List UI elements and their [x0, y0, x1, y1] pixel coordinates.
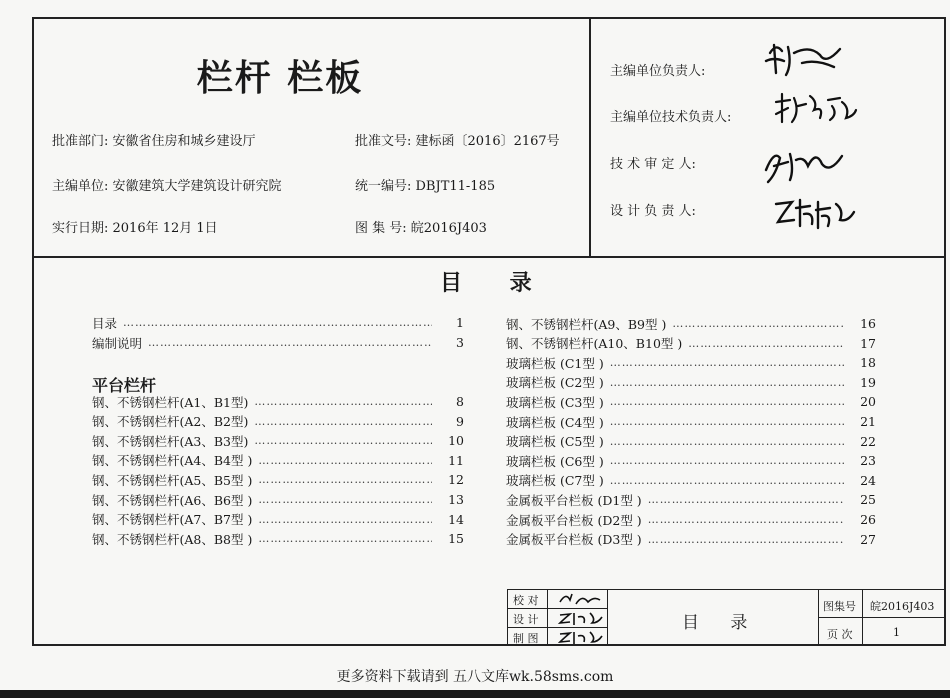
toc-leader-dots — [672, 317, 844, 330]
toc-entry — [506, 314, 876, 333]
toc-leader-dots — [148, 336, 432, 349]
toc-entry — [506, 510, 876, 529]
page-no-label: 页 次 — [827, 628, 853, 641]
toc-entry-label: 钢、不锈钢栏杆(A6、B6型 ) — [92, 492, 253, 508]
toc-entry-label: 钢、不锈钢栏杆(A10、B10型 ) — [506, 336, 683, 352]
signature-column-divider — [589, 17, 591, 257]
toc-leader-dots — [258, 493, 432, 506]
toc-leader-dots — [610, 435, 844, 448]
check-label: 校 对 — [513, 594, 539, 607]
toc-entry-page: 21 — [860, 414, 876, 429]
toc-entry-label: 钢、不锈钢栏杆(A7、B7型 ) — [92, 512, 253, 528]
toc-leader-dots — [610, 474, 844, 487]
toc-entry-label: 金属板平台栏板 (D3型 ) — [506, 532, 642, 548]
toc-entry-label: 玻璃栏板 (C5型 ) — [506, 434, 604, 450]
toc-entry-page: 26 — [860, 512, 876, 527]
toc-entry — [506, 432, 876, 451]
section-title-platform-railing: 平台栏杆 — [92, 376, 157, 395]
toc-entry-page: 13 — [448, 492, 464, 507]
draw-label: 制 图 — [513, 632, 539, 645]
toc-entry-label: 钢、不锈钢栏杆(A3、B3型) — [92, 433, 249, 449]
designer-label: 设 计 负 责 人: — [610, 204, 696, 219]
atlas-no-label: 图集号 — [823, 600, 856, 613]
design-label: 设 计 — [513, 613, 539, 626]
toc-entry-page: 25 — [860, 492, 876, 508]
toc-leader-dots — [648, 493, 844, 506]
reviewer-label: 技 术 审 定 人: — [610, 157, 696, 172]
toc-leader-dots — [254, 434, 432, 447]
effective-date: 实行日期: 2016年 12月 1日 — [52, 221, 218, 236]
titleblock-info-col — [818, 589, 819, 646]
toc-entry-label: 钢、不锈钢栏杆(A5、B5型 ) — [92, 472, 253, 488]
signature-check — [556, 590, 604, 608]
toc-leader-dots — [258, 513, 432, 526]
toc-entry-label: 玻璃栏板 (C2型 ) — [506, 375, 604, 391]
toc-entry — [92, 412, 464, 431]
bottom-edge-bar — [0, 690, 950, 698]
toc-entry-page: 17 — [860, 335, 876, 351]
chief-tech-label: 主编单位技术负责人: — [610, 110, 732, 125]
toc-entry — [506, 490, 876, 509]
toc-entry-page: 8 — [456, 394, 464, 409]
footer-watermark-text: 更多资料下载请到 五八文库wk.58sms.com — [336, 669, 614, 685]
toc-leader-dots — [258, 473, 432, 486]
toc-leader-dots — [610, 376, 844, 389]
atlas-no-value: 皖2016J403 — [870, 600, 935, 613]
toc-entry — [506, 353, 876, 372]
toc-entry — [506, 471, 876, 490]
editor-unit: 主编单位: 安徽建筑大学建筑设计研究院 — [52, 179, 282, 194]
toc-entry-label: 玻璃栏板 (C7型 ) — [506, 473, 604, 489]
toc-entry — [92, 392, 464, 411]
toc-entry — [506, 412, 876, 431]
toc-entry-page: 14 — [448, 511, 464, 527]
toc-leader-dots — [648, 533, 844, 546]
signature-designer — [770, 192, 860, 234]
toc-entry — [92, 470, 464, 489]
toc-entry-page: 22 — [860, 433, 876, 449]
toc-entry-label: 玻璃栏板 (C1型 ) — [506, 355, 604, 371]
approval-department: 批准部门: 安徽省住房和城乡建设厅 — [52, 134, 256, 149]
titleblock-right-mid-line — [818, 617, 946, 618]
toc-entry — [506, 530, 876, 549]
signature-design — [556, 609, 604, 627]
toc-leader-dots — [254, 415, 432, 428]
atlas-title: 栏杆 栏板 — [196, 58, 364, 99]
titleblock-left-edge — [507, 589, 508, 646]
signature-chief-tech — [770, 88, 860, 128]
toc-entry — [92, 313, 464, 332]
sheet-title: 目 录 — [682, 613, 748, 633]
toc-entry-page: 15 — [448, 531, 464, 547]
toc-entry-page: 1 — [456, 315, 464, 330]
toc-leader-dots — [648, 513, 844, 526]
toc-entry-page: 10 — [448, 433, 464, 449]
toc-entry-page: 24 — [860, 472, 876, 488]
toc-entry-label: 钢、不锈钢栏杆(A2、B2型) — [92, 414, 249, 430]
header-divider — [32, 256, 946, 258]
toc-entry-page: 9 — [456, 413, 464, 429]
toc-entry — [92, 529, 464, 548]
toc-entry-page: 18 — [860, 355, 876, 371]
toc-entry-page: 11 — [448, 452, 464, 468]
toc-entry — [506, 451, 876, 470]
toc-entry — [92, 490, 464, 509]
toc-entry — [92, 431, 464, 450]
toc-entry-label: 钢、不锈钢栏杆(A8、B8型 ) — [92, 531, 253, 547]
toc-entry-page: 12 — [448, 472, 464, 488]
toc-leader-dots — [610, 415, 844, 428]
atlas-number: 图 集 号: 皖2016J403 — [355, 221, 487, 236]
toc-leader-dots — [610, 356, 844, 369]
unified-number: 统一编号: DBJT11-185 — [355, 179, 496, 194]
titleblock-label-col — [547, 589, 548, 646]
titleblock-value-col — [862, 589, 863, 646]
signature-reviewer — [760, 140, 850, 188]
toc-entry — [92, 451, 464, 470]
toc-entry-label: 金属板平台栏板 (D2型 ) — [506, 512, 642, 528]
toc-entry-label: 玻璃栏板 (C4型 ) — [506, 414, 604, 430]
toc-leader-dots — [254, 395, 432, 408]
toc-entry-label: 编制说明 — [92, 335, 143, 351]
toc-entry-page: 23 — [860, 453, 876, 469]
toc-entry-label: 钢、不锈钢栏杆(A1、B1型) — [92, 394, 249, 410]
toc-entry-label: 钢、不锈钢栏杆(A4、B4型 ) — [92, 453, 253, 469]
toc-title: 目 录 — [440, 271, 532, 296]
toc-entry-label: 玻璃栏板 (C3型 ) — [506, 394, 604, 410]
toc-leader-dots — [610, 454, 844, 467]
titleblock-sign-col — [607, 589, 608, 646]
toc-entry — [506, 373, 876, 392]
approval-number: 批准文号: 建标函〔2016〕2167号 — [355, 134, 560, 149]
page-no-value: 1 — [893, 626, 900, 639]
toc-leader-dots — [610, 395, 844, 408]
toc-leader-dots — [688, 337, 844, 350]
toc-entry-page: 19 — [860, 374, 876, 390]
toc-entry — [506, 392, 876, 411]
signature-chief-unit — [760, 35, 850, 80]
toc-leader-dots — [258, 532, 432, 545]
toc-entry-page: 16 — [860, 316, 876, 331]
chief-unit-label: 主编单位负责人: — [610, 64, 706, 79]
toc-leader-dots — [123, 316, 432, 329]
toc-entry-label: 玻璃栏板 (C6型 ) — [506, 453, 604, 469]
toc-entry-label: 金属板平台栏板 (D1型 ) — [506, 492, 642, 508]
signature-draw — [556, 628, 604, 646]
toc-leader-dots — [258, 454, 432, 467]
toc-entry-page: 27 — [860, 531, 876, 547]
toc-entry — [92, 510, 464, 529]
toc-entry-page: 20 — [860, 394, 876, 410]
toc-entry-label: 钢、不锈钢栏杆(A9、B9型 ) — [506, 316, 667, 332]
toc-entry-page: 3 — [456, 335, 464, 350]
toc-entry-label: 目录 — [92, 315, 118, 331]
toc-entry — [506, 334, 876, 353]
toc-entry — [92, 333, 464, 352]
